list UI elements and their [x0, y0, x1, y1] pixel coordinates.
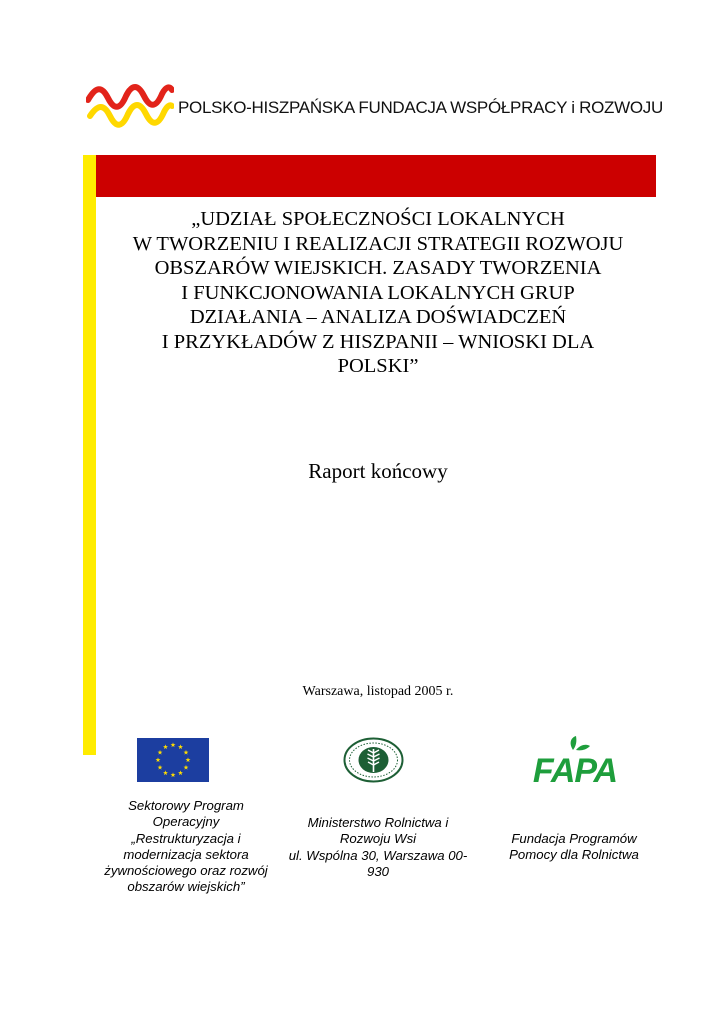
title-line: „UDZIAŁ SPOŁECZNOŚCI LOKALNYCH	[191, 208, 565, 230]
title-line: DZIAŁANIA – ANALIZA DOŚWIADCZEŃ	[189, 306, 567, 328]
caption-line: Operacyjny	[152, 814, 220, 830]
title-line: I PRZYKŁADÓW Z HISZPANII – WNIOSKI DLA	[161, 330, 595, 353]
caption-line: Sektorowy Program	[128, 798, 244, 813]
title-line: POLSKI”	[337, 355, 419, 377]
caption-line: 930	[366, 863, 389, 879]
caption-line: Fundacja Programów	[511, 831, 637, 846]
place-and-date: Warszawa, listopad 2005 r.	[302, 684, 454, 699]
eu-program-caption	[96, 798, 276, 896]
eu-flag-icon	[137, 738, 209, 782]
caption-line: „Restrukturyzacja i	[131, 830, 241, 846]
caption-line: Pomocy dla Rolnictwa	[509, 847, 639, 863]
title-line: OBSZARÓW WIEJSKICH. ZASADY TWORZENIA	[154, 257, 602, 279]
red-header-band	[96, 155, 656, 197]
ministry-seal-icon	[343, 737, 404, 783]
ministry-caption	[268, 815, 488, 880]
yellow-side-bar	[83, 155, 96, 755]
document-title	[100, 207, 656, 379]
foundation-wave-logo	[86, 84, 174, 134]
caption-line: obszarów wiejskich”	[127, 879, 245, 895]
fapa-caption	[488, 831, 660, 864]
caption-line: ul. Wspólna 30, Warszawa 00-	[288, 847, 468, 863]
document-subtitle: Raport końcowy	[308, 459, 448, 483]
caption-line: modernizacja sektora	[123, 846, 249, 862]
organization-name: POLSKO-HISZPAŃSKA FUNDACJA WSPÓŁPRACY i ROZWOJU	[178, 98, 663, 117]
caption-line: Ministerstwo Rolnictwa i	[307, 815, 449, 830]
title-line: W TWORZENIU I REALIZACJI STRATEGII ROZWOJU	[132, 232, 624, 255]
fapa-logo-text: FAPA	[532, 752, 618, 786]
title-line: I FUNKCJONOWANIA LOKALNYCH GRUP	[181, 281, 575, 304]
fapa-logo-icon	[529, 734, 621, 786]
caption-line: Rozwoju Wsi	[339, 831, 417, 847]
caption-line: żywnościowego oraz rozwój	[104, 863, 268, 879]
